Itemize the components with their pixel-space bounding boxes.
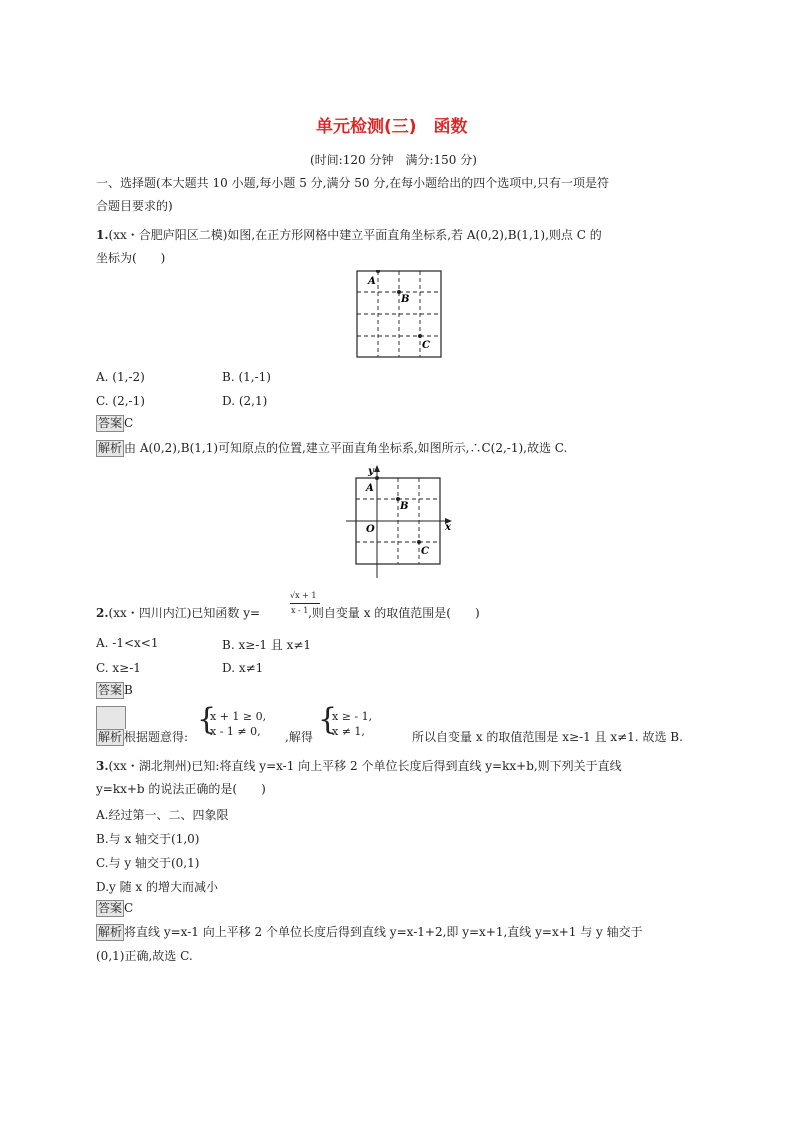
q2-analysis: 解析 根据题意得: [98, 730, 189, 744]
section-heading-line2: 合题目要求的) [96, 199, 173, 213]
answer-label: 答案 [98, 416, 123, 430]
axis-label-y: y [368, 466, 374, 477]
q3-stem-line2: y=kx+b 的说法正确的是( ) [96, 782, 266, 796]
q1-grid-figure [356, 270, 444, 360]
q3-answer: 答案 C [98, 901, 134, 915]
q2-fraction-bar [290, 603, 320, 604]
q2-system2-line1: x ≥ - 1, [332, 710, 373, 723]
q2-fraction-numerator: √x + 1 [290, 591, 317, 600]
q2-system1-brace: { [197, 702, 217, 737]
exam-info: (时间:120 分钟 满分:150 分) [310, 153, 477, 167]
label-c: C [422, 340, 430, 351]
q1-option-b: B. (1,-1) [222, 370, 271, 384]
q2-system1-line1: x + 1 ≥ 0, [210, 710, 267, 723]
label-b: B [400, 501, 409, 512]
analysis-label: 解析 [98, 925, 123, 939]
q3-option-b: B.与 x 轴交于(1,0) [96, 832, 200, 846]
q1-option-d: D. (2,1) [222, 394, 268, 408]
q2-system1-line2: x - 1 ≠ 0, [210, 725, 261, 738]
analysis-tag-top [96, 706, 126, 729]
q2-fraction-denominator: x - 1 [291, 606, 309, 615]
q3-analysis-line2: (0,1)正确,故选 C. [96, 949, 193, 963]
q2-option-b: B. x≥-1 且 x≠1 [222, 638, 312, 652]
q1-analysis: 解析 由 A(0,2),B(1,1)可知原点的位置,建立平面直角坐标系,如图所示,∴C(2,-1),故选 C. [98, 441, 568, 455]
analysis-label: 解析 [98, 730, 123, 744]
q3-analysis-line1: 解析 将直线 y=x-1 向上平移 2 个单位长度后得到直线 y=x-1+2,即 y=x+1,直线 y=x+1 与 y 轴交于 [98, 925, 643, 939]
q1-stem-line1: 1.(xx・合肥庐阳区二模)如图,在正方形网格中建立平面直角坐标系,若 A(0,2),B(1,1),则点 C 的 [96, 228, 602, 242]
q2-system2-line2: x ≠ 1, [332, 725, 365, 738]
q2-solve-text: ,解得 [285, 730, 313, 744]
answer-label: 答案 [98, 683, 123, 697]
q3-stem-line1: 3.(xx・湖北荆州)已知:将直线 y=x-1 向上平移 2 个单位长度后得到直线 y=kx+b,则下列关于直线 [96, 759, 622, 773]
q2-stem: 2.(xx・四川内江)已知函数 y= ,则自变量 x 的取值范围是( ) [96, 606, 480, 620]
label-a: A [366, 483, 374, 494]
section-heading-line1: 一、选择题(本大题共 10 小题,每小题 5 分,满分 50 分,在每小题给出的四个选项中,只有一项是符 [96, 176, 610, 190]
q2-option-a: A. -1<x<1 [96, 636, 159, 650]
point-c [418, 334, 422, 338]
q1-option-c: C. (2,-1) [96, 394, 145, 408]
q1-answer: 答案 C [98, 416, 134, 430]
label-a: A [368, 276, 376, 287]
q1-option-a: A. (1,-2) [96, 370, 145, 384]
point-a [376, 270, 380, 273]
analysis-label: 解析 [98, 441, 123, 455]
axis-label-x: x [445, 522, 451, 533]
label-origin: O [366, 524, 375, 535]
q1-coordinate-figure [344, 462, 458, 580]
q2-system2-brace: { [318, 702, 338, 737]
q2-analysis-conclusion: 所以自变量 x 的取值范围是 x≥-1 且 x≠1. 故选 B. [412, 730, 683, 744]
answer-label: 答案 [98, 901, 123, 915]
page-title: 单元检测(三) 函数 [316, 117, 468, 137]
q1-stem-line2: 坐标为( ) [96, 251, 166, 265]
q2-answer: 答案 B [98, 683, 133, 697]
q2-option-c: C. x≥-1 [96, 661, 141, 675]
q2-option-d: D. x≠1 [222, 661, 264, 675]
label-b: B [401, 294, 410, 305]
q3-option-a: A.经过第一、二、四象限 [96, 808, 229, 822]
q3-option-d: D.y 随 x 的增大而减小 [96, 880, 218, 894]
q3-option-c: C.与 y 轴交于(0,1) [96, 856, 200, 870]
label-c: C [421, 546, 429, 557]
